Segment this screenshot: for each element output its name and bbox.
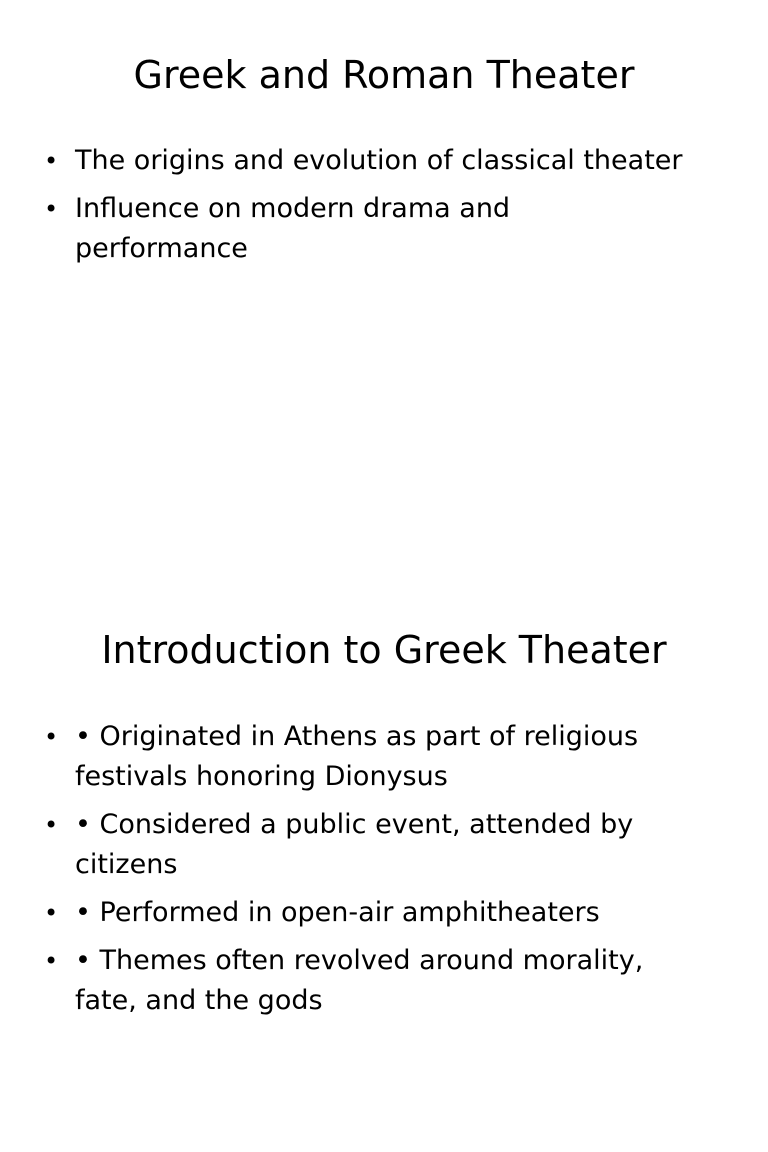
- bullet-list: [0, 141, 685, 277]
- bullet-text: • Originated in Athens as part of religious festivals honoring Dionysus: [75, 721, 639, 792]
- bullet-item: [0, 141, 685, 181]
- bullet-text: Influence on modern drama and performance: [75, 193, 511, 264]
- bullet-text: The origins and evolution of classical theater: [75, 145, 683, 176]
- slide-2: [0, 576, 768, 1152]
- bullet-item: [0, 941, 685, 1021]
- bullet-dot-icon: •: [44, 811, 59, 839]
- bullet-item: [0, 189, 685, 269]
- bullet-item: [0, 893, 685, 933]
- bullet-text: • Performed in open-air amphitheaters: [75, 897, 600, 928]
- bullet-text: • Themes often revolved around morality, fate, and the gods: [75, 945, 644, 1016]
- bullet-list: [0, 717, 685, 1029]
- bullet-dot-icon: •: [44, 723, 59, 751]
- slide-title: Greek and Roman Theater: [133, 53, 635, 97]
- bullet-item: [0, 717, 685, 797]
- bullet-text: • Considered a public event, attended by citizens: [75, 809, 634, 880]
- bullet-dot-icon: •: [44, 899, 59, 927]
- bullet-dot-icon: •: [44, 147, 59, 175]
- bullet-dot-icon: •: [44, 195, 59, 223]
- bullet-item: [0, 805, 685, 885]
- slide-title: Introduction to Greek Theater: [101, 628, 667, 672]
- bullet-dot-icon: •: [44, 947, 59, 975]
